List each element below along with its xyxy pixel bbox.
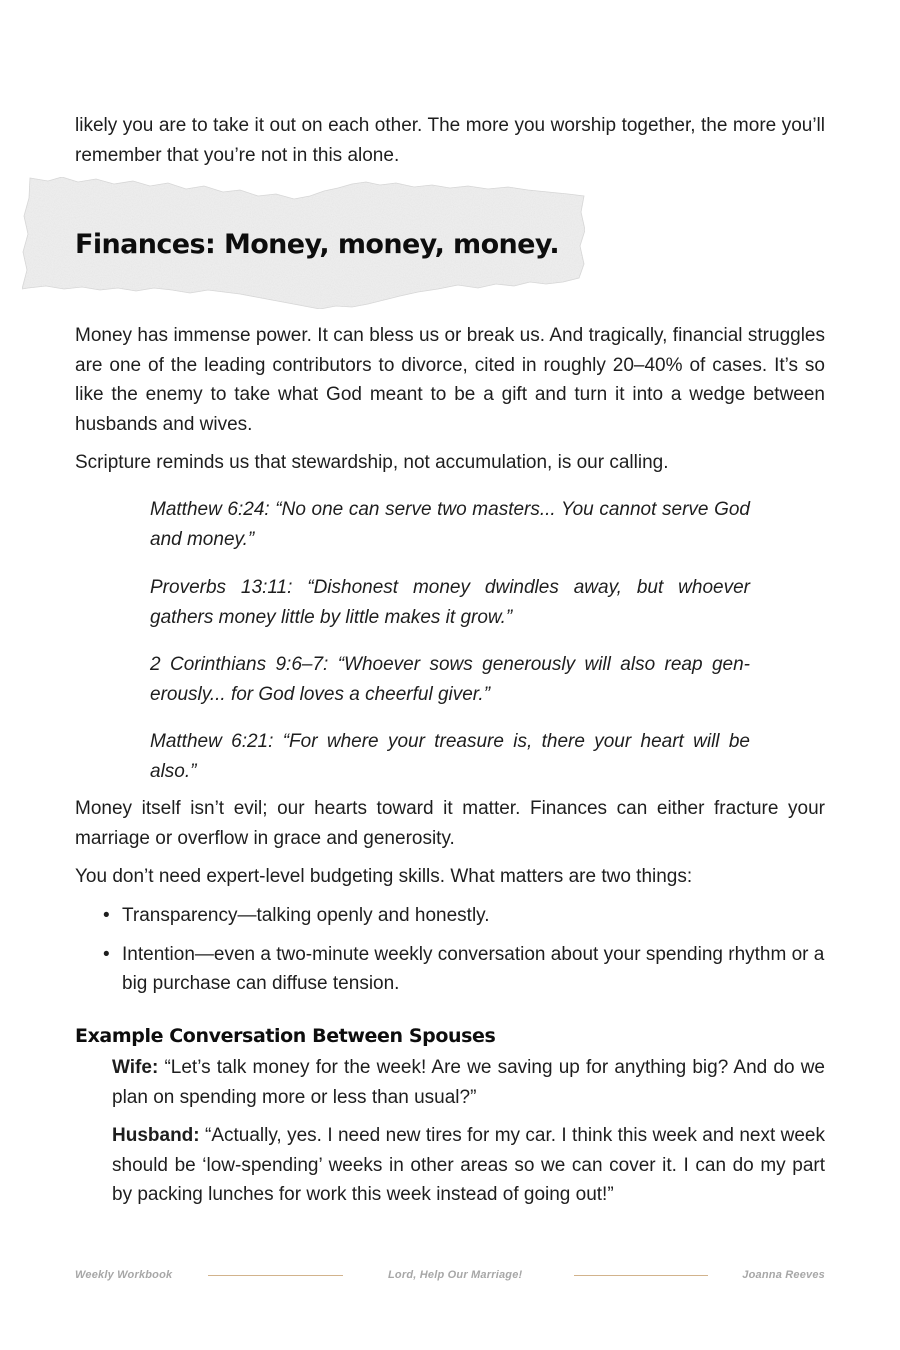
speaker-label: Wife: — [112, 1057, 159, 1078]
list-item — [75, 940, 825, 999]
verse-quote: 2 Corinthians 9:6–7: “Whoever sows generously will also reap generously... for God loves a cheerful giver.” — [150, 654, 750, 705]
bullet-icon: • — [103, 905, 110, 926]
verse-quote: Matthew 6:21: “For where your treasure is, there your heart will be also.” — [150, 731, 750, 782]
footer-author: Joanna Reeves — [742, 1269, 825, 1281]
paragraph-money-power: Money has immense power. It can bless us or break us. And tragically, financial struggles are one of the leading contributors to divorce, cited in roughly 20–40% of cases. It’s so like the enemy to take what God meant to be a gift and turn it into a wedge between husbands and wives. — [75, 325, 825, 435]
footer-book-title: Lord, Help Our Marriage! — [388, 1269, 523, 1281]
paragraph-hearts: Money itself isn’t evil; our hearts toward it matter. Finances can either fracture your marriage or overflow in grace and generosity. — [75, 798, 825, 849]
dialog-text: “Let’s talk money for the week! Are we saving up for anything big? And do we plan on spending more or less than usual?” — [112, 1057, 825, 1108]
list-item-text: Intention—even a two-minute weekly conversation about your spending rhythm or a big purchase can diffuse tension. — [122, 943, 825, 994]
footer-divider — [574, 1275, 708, 1276]
section-title: Finances: Money, money, money. — [75, 229, 560, 260]
dialog-text: “Actually, yes. I need new tires for my car. I think this week and next week should be ‘low-spending’ weeks in other areas so we can cover it. I can do my part by packing lunches for work this week instead of going out!” — [112, 1125, 825, 1205]
list-item-text: Transparency—talking openly and honestly. — [122, 905, 490, 926]
bullet-list — [75, 901, 825, 1008]
verse-quote: Matthew 6:24: “No one can serve two masters... You cannot serve God and money.” — [150, 499, 750, 550]
paragraph-two-things: You don’t need expert-level budgeting skills. What matters are two things: — [75, 866, 693, 887]
list-item — [75, 901, 825, 931]
example-heading: Example Conversation Between Spouses — [75, 1025, 496, 1047]
bullet-icon: • — [103, 943, 110, 965]
speaker-label: Husband: — [112, 1125, 200, 1146]
wife-dialog — [112, 1053, 825, 1112]
footer-divider — [208, 1275, 343, 1276]
intro-paragraph: likely you are to take it out on each other. The more you worship together, the more you’ll remember that you’re not in this alone. — [75, 115, 825, 166]
husband-dialog — [112, 1121, 825, 1210]
verse-quote: Proverbs 13:11: “Dishonest money dwindles away, but whoever gathers money little by little makes it grow.” — [150, 577, 750, 628]
footer-workbook-title: Weekly Workbook — [75, 1269, 173, 1281]
paragraph-stewardship: Scripture reminds us that stewardship, not accumulation, is our calling. — [75, 452, 669, 473]
